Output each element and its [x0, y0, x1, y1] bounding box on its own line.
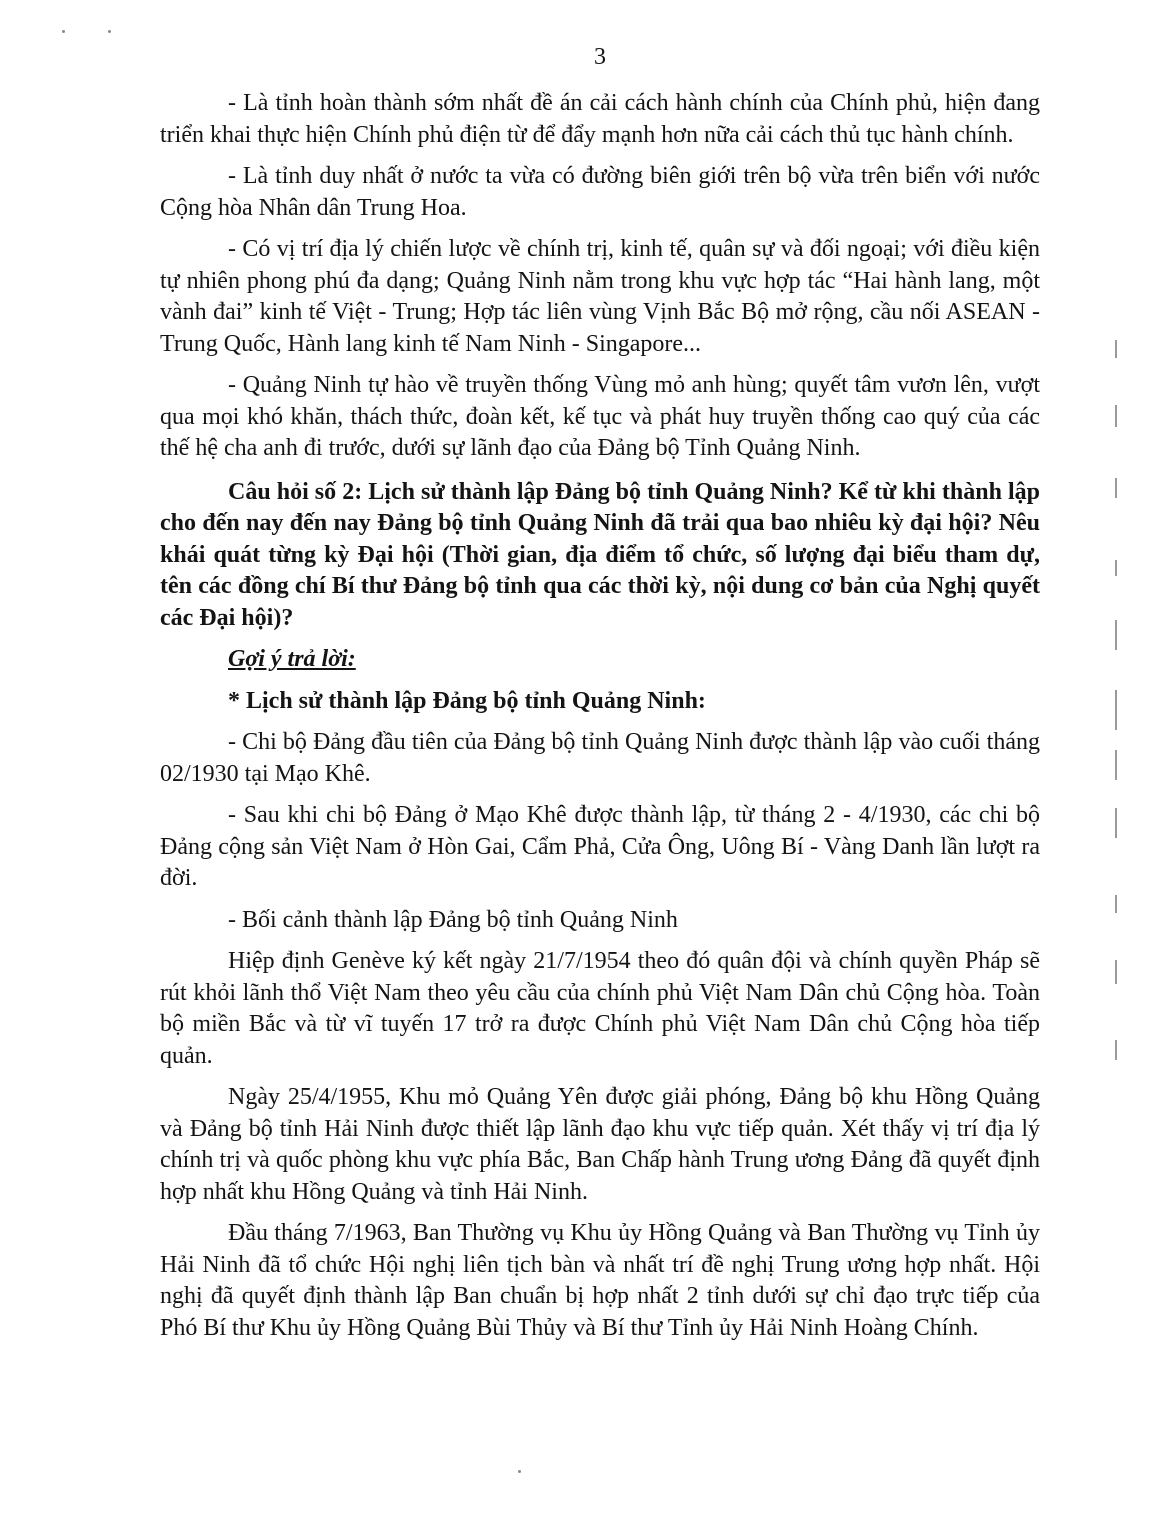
paragraph: - Quảng Ninh tự hào về truyền thống Vùng mỏ anh hùng; quyết tâm vươn lên, vượt qua mọi khó khăn, thách thức, đoàn kết, kế tục và phát huy truyền thống cao quý của các thế hệ cha anh đi trước, dưới sự lãnh đạo của Đảng bộ Tỉnh Quảng Ninh. [160, 372, 1040, 461]
scan-margin-mark [1115, 960, 1117, 984]
paragraph: - Bối cảnh thành lập Đảng bộ tỉnh Quảng Ninh [228, 906, 678, 933]
scan-margin-mark [1115, 340, 1117, 358]
scan-speck [518, 1470, 521, 1473]
scan-margin-mark [1115, 895, 1117, 913]
scan-margin-mark [1115, 808, 1117, 838]
scan-margin-mark [1115, 1040, 1117, 1060]
scan-margin-mark [1115, 620, 1117, 650]
scan-margin-mark [1115, 750, 1117, 780]
section-heading: * Lịch sử thành lập Đảng bộ tỉnh Quảng Ninh: [228, 687, 706, 714]
scan-margin-mark [1115, 560, 1117, 576]
scan-margin-mark [1115, 405, 1117, 427]
paragraph: Ngày 25/4/1955, Khu mỏ Quảng Yên được giải phóng, Đảng bộ khu Hồng Quảng và Đảng bộ tỉnh Hải Ninh được thiết lập lãnh đạo khu vực tiếp quản. Xét thấy vị trí địa lý chính trị và quốc phòng khu vực phía Bắc, Ban Chấp hành Trung ương Đảng đã quyết định hợp nhất khu Hồng Quảng và tỉnh Hải Ninh. [160, 1084, 1040, 1205]
document-body [160, 88, 1040, 1354]
scan-speck [108, 30, 111, 33]
scan-margin-mark [1115, 690, 1117, 730]
paragraph: Đầu tháng 7/1963, Ban Thường vụ Khu ủy Hồng Quảng và Ban Thường vụ Tỉnh ủy Hải Ninh đã tổ chức Hội nghị liên tịch bàn và nhất trí đề nghị Trung ương hợp nhất. Hội nghị đã quyết định thành lập Ban chuẩn bị hợp nhất 2 tỉnh dưới sự chỉ đạo trực tiếp của Phó Bí thư Khu ủy Hồng Quảng Bùi Thủy và Bí thư Tỉnh ủy Hải Ninh Hoàng Chính. [160, 1220, 1040, 1341]
scan-margin-mark [1115, 478, 1117, 498]
paragraph: Hiệp định Genève ký kết ngày 21/7/1954 theo đó quân đội và chính quyền Pháp sẽ rút khỏi lãnh thổ Việt Nam theo yêu cầu của chính phủ Việt Nam Dân chủ Cộng hòa. Toàn bộ miền Bắc và từ vĩ tuyến 17 trở ra được Chính phủ Việt Nam Dân chủ Cộng hòa tiếp quản. [160, 948, 1040, 1069]
paragraph: - Sau khi chi bộ Đảng ở Mạo Khê được thành lập, từ tháng 2 - 4/1930, các chi bộ Đảng cộng sản Việt Nam ở Hòn Gai, Cẩm Phả, Cửa Ông, Uông Bí - Vàng Danh lần lượt ra đời. [160, 802, 1040, 891]
paragraph: - Có vị trí địa lý chiến lược về chính trị, kinh tế, quân sự và đối ngoại; với điều kiện tự nhiên phong phú đa dạng; Quảng Ninh nằm trong khu vực hợp tác “Hai hành lang, một vành đai” kinh tế Việt - Trung; Hợp tác liên vùng Vịnh Bắc Bộ mở rộng, cầu nối ASEAN - Trung Quốc, Hành lang kinh tế Nam Ninh - Singapore... [160, 236, 1040, 357]
question-heading: Câu hỏi số 2: Lịch sử thành lập Đảng bộ tỉnh Quảng Ninh? Kể từ khi thành lập cho đến nay đến nay Đảng bộ tỉnh Quảng Ninh đã trải qua bao nhiêu kỳ đại hội? Nêu khái quát từng kỳ Đại hội (Thời gian, địa điểm tổ chức, số lượng đại biểu tham dự, tên các đồng chí Bí thư Đảng bộ tỉnh qua các thời kỳ, nội dung cơ bản của Nghị quyết các Đại hội)? [160, 478, 1040, 631]
paragraph: - Là tỉnh hoàn thành sớm nhất đề án cải cách hành chính của Chính phủ, hiện đang triển khai thực hiện Chính phủ điện từ để đẩy mạnh hơn nữa cải cách thủ tục hành chính. [160, 90, 1040, 148]
page-number: 3 [594, 44, 606, 70]
paragraph: - Chi bộ Đảng đầu tiên của Đảng bộ tỉnh Quảng Ninh được thành lập vào cuối tháng 02/1930 tại Mạo Khê. [160, 729, 1040, 787]
paragraph: - Là tỉnh duy nhất ở nước ta vừa có đường biên giới trên bộ vừa trên biển với nước Cộng hòa Nhân dân Trung Hoa. [160, 163, 1040, 221]
answer-hint-label: Gợi ý trả lời: [228, 646, 356, 672]
scan-speck [62, 30, 65, 33]
